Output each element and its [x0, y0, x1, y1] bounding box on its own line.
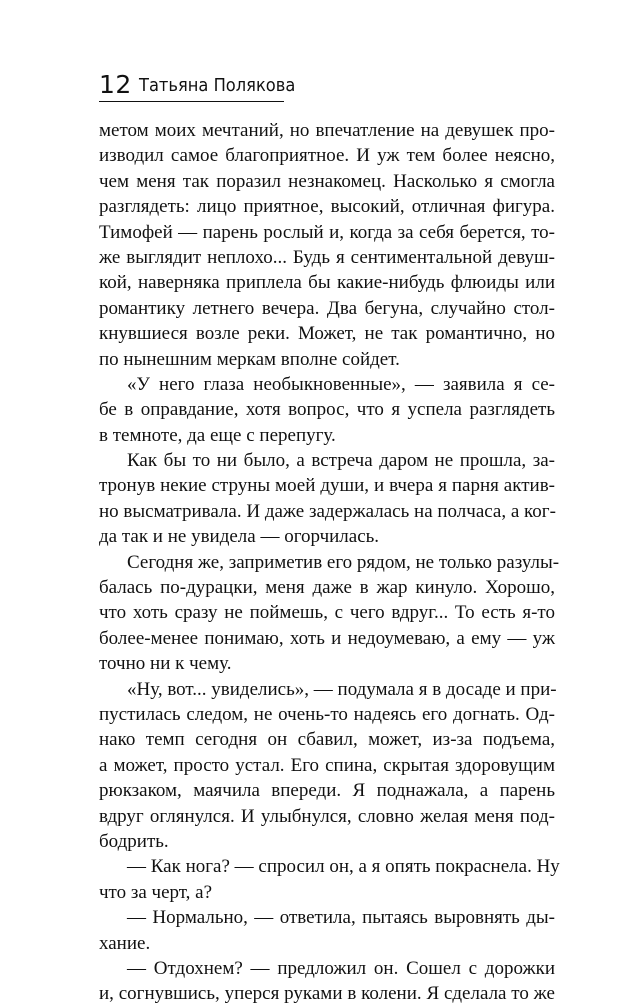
body-text — [99, 118, 560, 1007]
text-line: «Ну, вот... увиделись», — подумала я в досаде и при- — [127, 678, 557, 700]
text-line: что хоть сразу не поймешь, с чего вдруг... То есть я-то — [99, 602, 555, 624]
text-line: бодрить. — [99, 830, 169, 852]
text-line: по нынешним меркам вполне сойдет. — [99, 348, 400, 370]
text-line: Тимофей — парень рослый и, когда за себя берется, то- — [99, 221, 555, 243]
text-line: — Как нога? — спросил он, а я опять покраснела. Ну — [127, 856, 560, 878]
text-line: Сегодня же, заприметив его рядом, не только разулы- — [127, 551, 560, 573]
text-line: «У него глаза необыкновенные», — заявила я се- — [127, 373, 555, 395]
text-line: в темноте, да еще с перепугу. — [99, 424, 336, 446]
paragraph — [99, 905, 555, 956]
text-line: же выглядит неплохо... Будь я сентиментальной девуш- — [99, 246, 555, 268]
text-line: а может, просто устал. Его спина, скрытая здоровущим — [99, 754, 555, 776]
text-line: романтику летнего вечера. Два бегуна, случайно стол- — [99, 297, 555, 319]
text-line: нако темп сегодня он сбавил, может, из-за подъема, — [99, 729, 555, 751]
paragraph — [99, 118, 555, 372]
text-line: изводил самое благоприятное. И уж тем более неясно, — [99, 145, 555, 167]
text-line: метом моих мечтаний, но впечатление на девушек про- — [99, 120, 555, 141]
running-head-author: Татьяна Полякова — [139, 76, 296, 96]
text-line: разглядеть: лицо приятное, высокий, отличная фигура. — [99, 196, 555, 218]
text-line: тронув некие струны моей души, и вчера я парня актив- — [99, 475, 555, 497]
text-line: кой, наверняка приплела бы какие-нибудь флюиды или — [99, 272, 555, 294]
text-line: пустилась следом, не очень-то надеясь его догнать. Од- — [99, 703, 555, 725]
paragraph — [99, 550, 560, 677]
paragraph — [99, 372, 555, 448]
text-line: — Отдохнем? — предложил он. Сошел с дорожки — [127, 957, 555, 979]
text-line: вдруг оглянулся. И улыбнулся, словно желая меня под- — [99, 805, 555, 827]
text-line: и, согнувшись, уперся руками в колени. Я сделала то же — [99, 983, 555, 1005]
paragraph — [99, 854, 560, 905]
text-line: рюкзаком, маячила впереди. Я поднажала, а парень — [99, 780, 555, 802]
text-line: — Нормально, — ответила, пытаясь выровнять ды- — [127, 907, 555, 929]
page-number: 12 — [99, 70, 132, 99]
text-line: но высматривала. И даже задержалась на полчаса, а ког- — [99, 500, 556, 522]
text-line: Как бы то ни было, а встреча даром не прошла, за- — [127, 450, 555, 472]
text-line: бе в оправдание, хотя вопрос, что я успела разглядеть — [99, 399, 555, 421]
paragraph — [99, 677, 555, 855]
paragraph — [99, 956, 555, 1007]
paragraph — [99, 448, 555, 550]
text-line: точно ни к чему. — [99, 653, 232, 675]
text-line: хание. — [99, 932, 151, 954]
header-rule — [99, 101, 284, 102]
text-line: что за черт, а? — [99, 881, 213, 903]
text-line: балась по-дурацки, меня даже в жар кинуло. Хорошо, — [99, 577, 555, 599]
text-line: более-менее понимаю, хоть и недоумеваю, а ему — уж — [99, 627, 555, 649]
text-line: кнувшиеся возле реки. Может, не так романтично, но — [99, 323, 555, 345]
text-line: да так и не увидела — огорчилась. — [99, 526, 380, 548]
text-line: чем меня так поразил незнакомец. Насколько я смогла — [99, 170, 555, 192]
running-header — [99, 70, 534, 104]
